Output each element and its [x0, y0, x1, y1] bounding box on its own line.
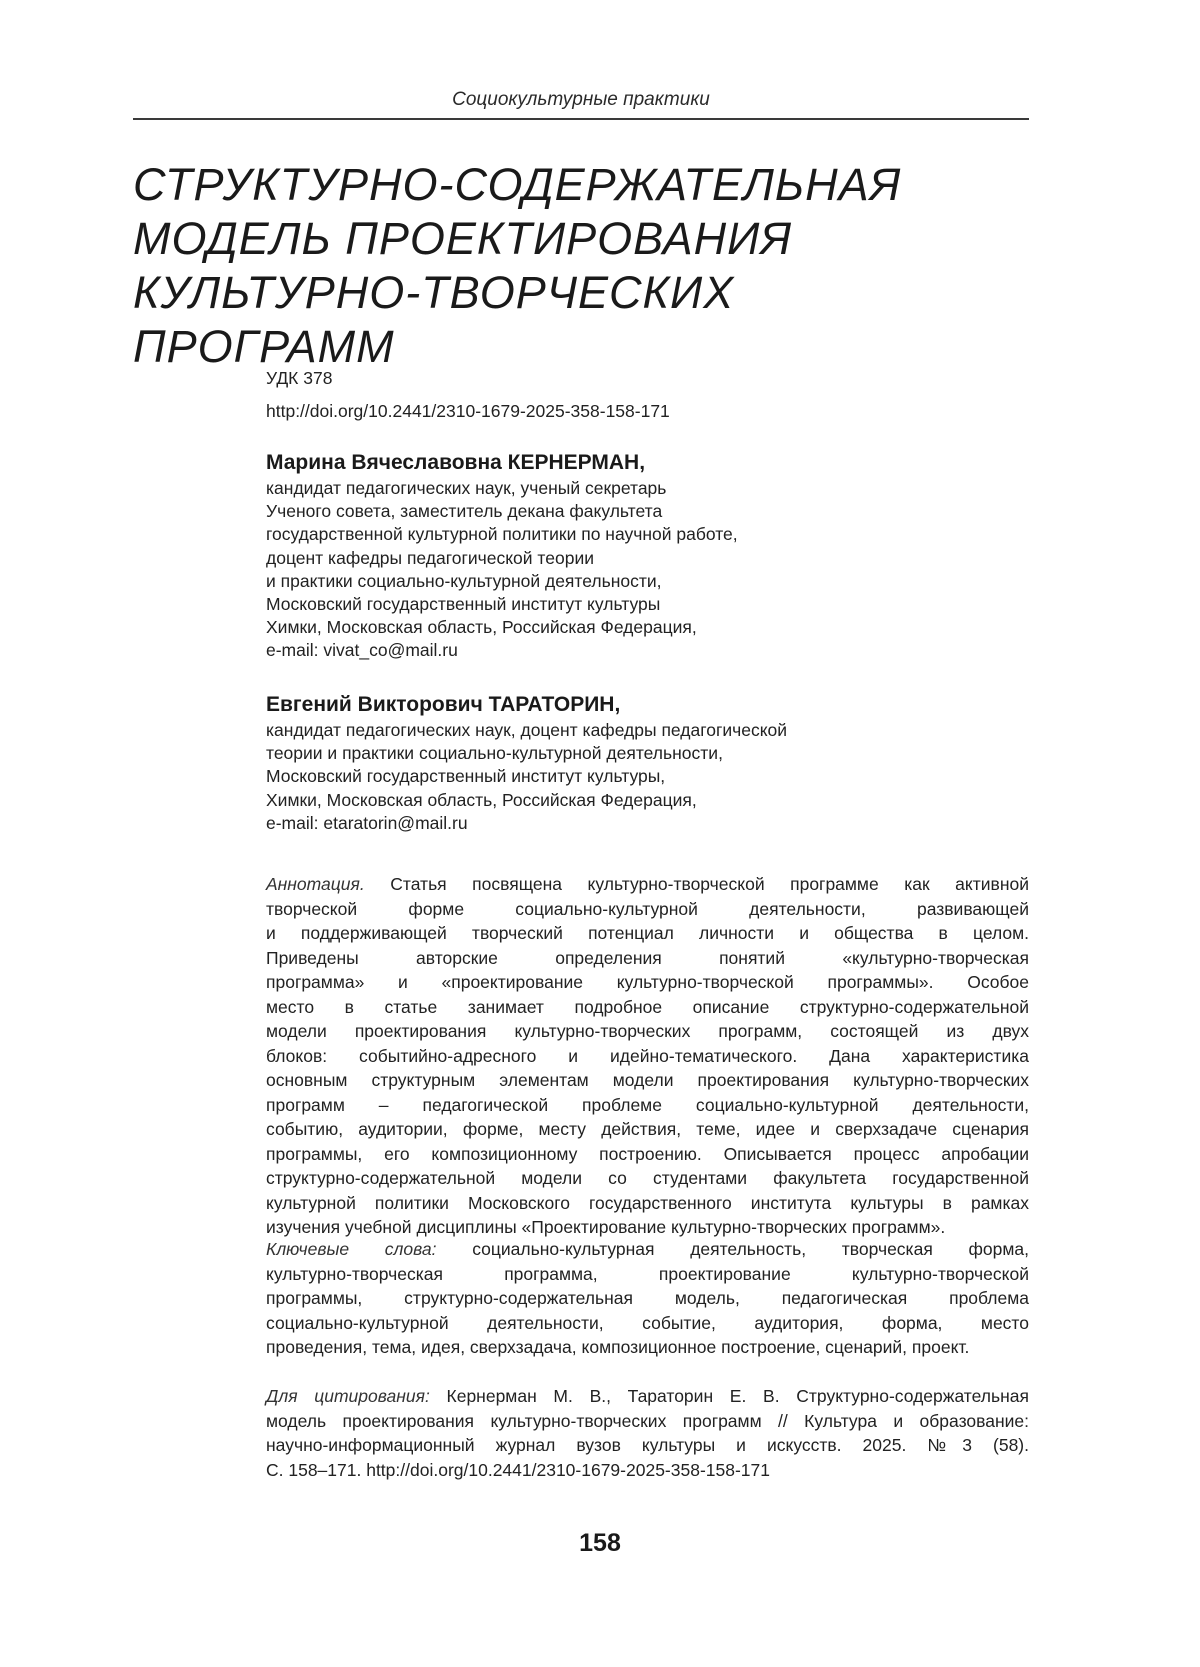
abstract-line: творческой форме социально-культурной деятельности, развивающей [266, 898, 1029, 919]
abstract-line: модели проектирования культурно-творческих программ, состоящей из двух [266, 1021, 1029, 1041]
citation-line: научно-информационный журнал вузов культуры и искусств. 2025. №3 (58). [266, 1435, 1029, 1455]
keywords-line: проведения, тема, идея, сверхзадача, композиционное построение, сценарий, проект. [266, 1337, 970, 1357]
citation [266, 1384, 1029, 1482]
doi-link[interactable]: http://doi.org/10.2441/2310-1679-2025-358-158-171 [266, 401, 670, 421]
citation-line: Для цитирования: Кернерман М. В., Тараторин Е. В. Структурно-содержательная [266, 1386, 1029, 1406]
title-line: СТРУКТУРНО-СОДЕРЖАТЕЛЬНАЯ [133, 159, 902, 210]
citation-line: модель проектирования культурно-творческих программ // Культура и образование: [266, 1410, 1029, 1431]
keywords [266, 1237, 1029, 1360]
abstract-line: Аннотация. Статья посвящена культурно-творческой программе как активной [266, 874, 1029, 894]
author-name: Евгений Викторович ТАРАТОРИН, [266, 693, 621, 716]
abstract-line: и поддерживающей творческий потенциал личности и общества в целом. [266, 923, 1029, 943]
title-line: КУЛЬТУРНО-ТВОРЧЕСКИХ [133, 267, 735, 318]
citation-label: Для цитирования: [266, 1386, 430, 1406]
abstract-line: программа» и «проектирование культурно-творческой программы». Особое [266, 972, 1029, 992]
citation-line: С. 158–171. http://doi.org/10.2441/2310-1679-2025-358-158-171 [266, 1459, 771, 1480]
keywords-line: Ключевые слова: социально-культурная деятельность, творческая форма, [266, 1239, 1029, 1259]
abstract-line: событию, аудитории, форме, месту действия, теме, идее и сверхзадаче сценария [266, 1119, 1029, 1139]
affiliation-line: Химки, Московская область, Российская Федерация, [266, 789, 697, 810]
abstract-line: блоков: событийно-адресного и идейно-тематического. Дана характеристика [266, 1045, 1029, 1066]
affiliation-line: государственной культурной политики по научной работе, [266, 524, 738, 545]
page-number: 158 [579, 1529, 621, 1557]
author-block [266, 450, 1036, 663]
keywords-line: программы, структурно-содержательная модель, педагогическая проблема [266, 1288, 1029, 1308]
abstract-line: место в статье занимает подробное описание структурно-содержательной [266, 996, 1029, 1017]
abstract-line: изучения учебной дисциплины «Проектирование культурно-творческих программ». [266, 1217, 946, 1237]
title-line: МОДЕЛЬ ПРОЕКТИРОВАНИЯ [133, 213, 793, 264]
affiliation-line: Московский государственный институт культуры [266, 594, 661, 615]
udk-code: УДК 378 [266, 368, 333, 388]
affiliation-line: и практики социально-культурной деятельности, [266, 570, 662, 591]
abstract-line: Приведены авторские определения понятий «культурно-творческая [266, 947, 1029, 968]
abstract [266, 872, 1029, 1240]
author-email[interactable]: e-mail: etaratorin@mail.ru [266, 812, 468, 833]
author-block [266, 692, 1036, 835]
abstract-line: программ – педагогической проблеме социально-культурной деятельности, [266, 1094, 1029, 1115]
keywords-line: культурно-творческая программа, проектирование культурно-творческой [266, 1263, 1029, 1284]
affiliation-line: кандидат педагогических наук, ученый секретарь [266, 478, 667, 498]
abstract-line: структурно-содержательной модели со студентами факультета государственной [266, 1168, 1029, 1188]
affiliation-line: теории и практики социально-культурной деятельности, [266, 743, 723, 764]
author-email[interactable]: e-mail: vivat_co@mail.ru [266, 640, 458, 661]
abstract-line: основным структурным элементам модели проектирования культурно-творческих [266, 1070, 1029, 1090]
article-title [133, 158, 1033, 374]
keywords-line: социально-культурной деятельности, событие, аудитория, форма, место [266, 1312, 1029, 1333]
affiliation-line: Московский государственный институт культуры, [266, 766, 666, 787]
affiliation-line: Химки, Московская область, Российская Федерация, [266, 617, 697, 638]
abstract-line: программы, его композиционному построению. Описывается процесс апробации [266, 1143, 1029, 1164]
header-rule [133, 118, 1029, 120]
abstract-label: Аннотация. [266, 874, 365, 894]
running-head: Социокультурные практики [452, 89, 710, 110]
affiliation-line: доцент кафедры педагогической теории [266, 547, 594, 568]
abstract-line: культурной политики Московского государственного института культуры в рамках [266, 1192, 1029, 1213]
author-name: Марина Вячеславовна КЕРНЕРМАН, [266, 451, 646, 474]
title-line: ПРОГРАММ [133, 321, 395, 372]
affiliation-line: кандидат педагогических наук, доцент кафедры педагогической [266, 720, 788, 740]
affiliation-line: Ученого совета, заместитель декана факультета [266, 501, 663, 522]
keywords-label: Ключевые слова: [266, 1239, 437, 1259]
